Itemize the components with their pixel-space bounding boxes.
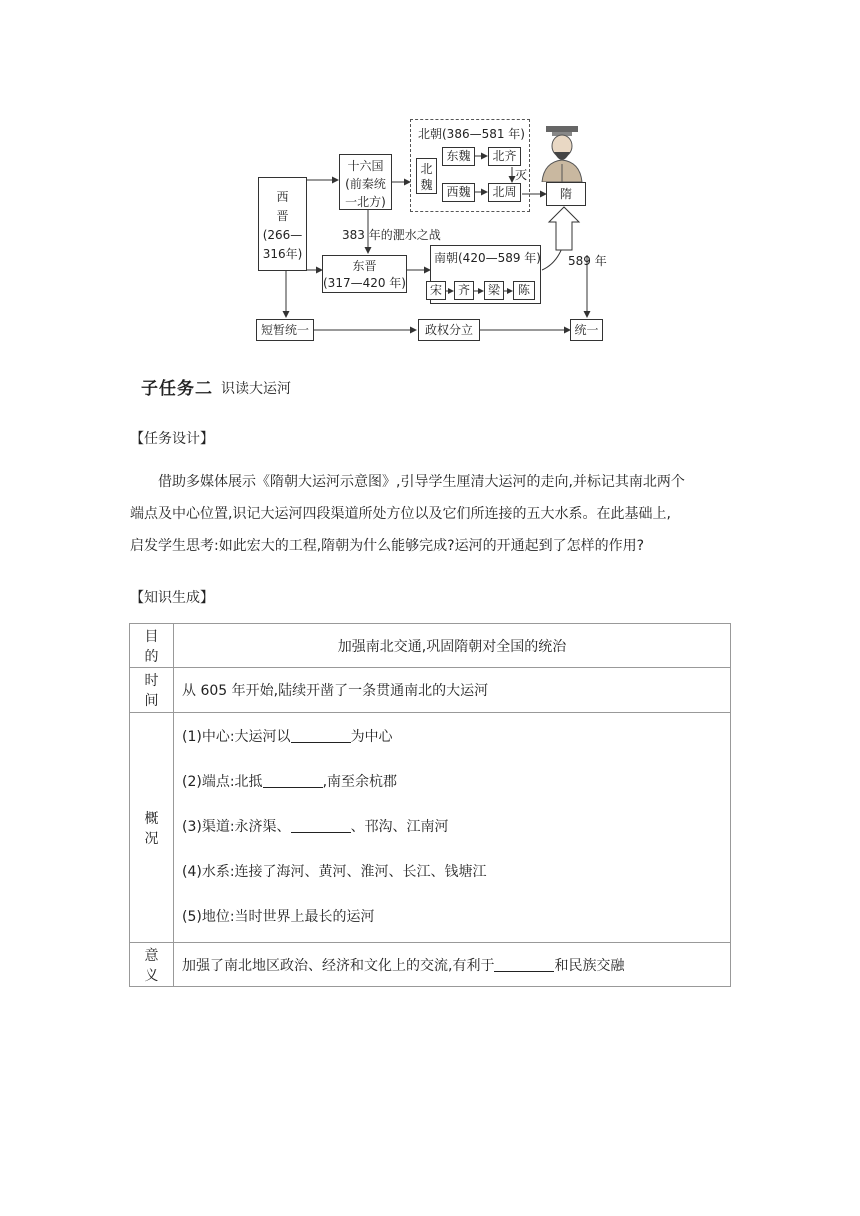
box-beiqi: 北齐 bbox=[488, 147, 521, 166]
box-qi: 齐 bbox=[454, 281, 474, 300]
blank-meaning[interactable] bbox=[494, 957, 554, 972]
box-dongwei: 东魏 bbox=[442, 147, 475, 166]
xijin-line-3: (266— bbox=[262, 228, 303, 242]
box-song: 宋 bbox=[426, 281, 446, 300]
box-chen: 陈 bbox=[513, 281, 535, 300]
overview-ends: (2)端点:北抵 ,南至余杭郡 bbox=[182, 774, 398, 790]
knowledge-table bbox=[129, 623, 731, 987]
xijin-line-4: 316年) bbox=[262, 247, 303, 261]
task-line-3: 启发学生思考:如此宏大的工程,隋朝为什么能够完成?运河的开通起到了怎样的作用? bbox=[130, 538, 645, 554]
box-duanzan: 短暂统一 bbox=[256, 319, 314, 341]
task-design-heading: 【任务设计】 bbox=[130, 431, 214, 447]
table-row bbox=[130, 713, 731, 943]
task-line-1: 借助多媒体展示《隋朝大运河示意图》,引导学生厘清大运河的走向,并标记其南北两个 bbox=[158, 474, 685, 490]
subtask-title: 子任务二 bbox=[141, 379, 213, 399]
meaning-value: 加强了南北地区政治、经济和文化上的交流,有利于 和民族交融 bbox=[174, 943, 731, 987]
xijin-line-2: 晋 bbox=[276, 209, 289, 223]
time-label: 时间 bbox=[130, 668, 174, 713]
overview-value bbox=[174, 713, 731, 943]
time-value: 从 605 年开始,陆续开凿了一条贯通南北的大运河 bbox=[174, 668, 731, 713]
box-xiwei: 西魏 bbox=[442, 183, 475, 202]
task-design-paragraph bbox=[130, 466, 740, 562]
overview-water: (4)水系:连接了海河、黄河、淮河、长江、钱塘江 bbox=[182, 864, 487, 880]
blank-canal[interactable] bbox=[291, 818, 351, 833]
subtask-subtitle: 识读大运河 bbox=[221, 381, 291, 397]
box-liang: 梁 bbox=[484, 281, 504, 300]
blank-center[interactable] bbox=[291, 728, 351, 743]
table-row bbox=[130, 943, 731, 987]
box-sui: 隋 bbox=[546, 182, 586, 206]
beichao-title: 北朝(386—581 年) bbox=[418, 127, 525, 141]
overview-canals: (3)渠道:永济渠、 、邗沟、江南河 bbox=[182, 819, 449, 835]
beiwei-line-1: 北 bbox=[420, 162, 433, 176]
xijin-line-1: 西 bbox=[276, 190, 289, 204]
shiliuguo-line-2: (前秦统 bbox=[345, 177, 386, 191]
mie-label: 灭 bbox=[515, 168, 528, 182]
table-row bbox=[130, 624, 731, 668]
dongjin-line-2: (317—420 年) bbox=[323, 276, 406, 290]
purpose-label: 目的 bbox=[130, 624, 174, 668]
box-zhengquan: 政权分立 bbox=[418, 319, 480, 341]
nanchao-inner-arrows bbox=[250, 110, 610, 350]
knowledge-heading: 【知识生成】 bbox=[130, 590, 214, 606]
blank-north-end[interactable] bbox=[263, 773, 323, 788]
box-beizhou: 北周 bbox=[488, 183, 521, 202]
table-row bbox=[130, 668, 731, 713]
box-tongyi: 统一 bbox=[570, 319, 603, 341]
dongjin-line-1: 东晋 bbox=[352, 259, 377, 273]
task-line-2: 端点及中心位置,识记大运河四段渠道所处方位以及它们所连接的五大水系。在此基础上, bbox=[130, 506, 671, 522]
shiliuguo-line-1: 十六国 bbox=[347, 159, 384, 173]
overview-center: (1)中心:大运河以 为中心 bbox=[182, 729, 393, 745]
shiliuguo-line-3: 一北方) bbox=[345, 195, 386, 209]
year-589-label: 589 年 bbox=[568, 254, 607, 268]
history-flow-diagram bbox=[250, 110, 610, 350]
feishui-label: 383 年的淝水之战 bbox=[342, 228, 441, 242]
overview-status: (5)地位:当时世界上最长的运河 bbox=[182, 909, 375, 925]
meaning-label: 意义 bbox=[130, 943, 174, 987]
nanchao-title: 南朝(420—589 年) bbox=[434, 251, 541, 265]
purpose-value: 加强南北交通,巩固隋朝对全国的统治 bbox=[174, 624, 731, 668]
beiwei-line-2: 魏 bbox=[420, 178, 433, 192]
overview-label: 概况 bbox=[130, 713, 174, 943]
